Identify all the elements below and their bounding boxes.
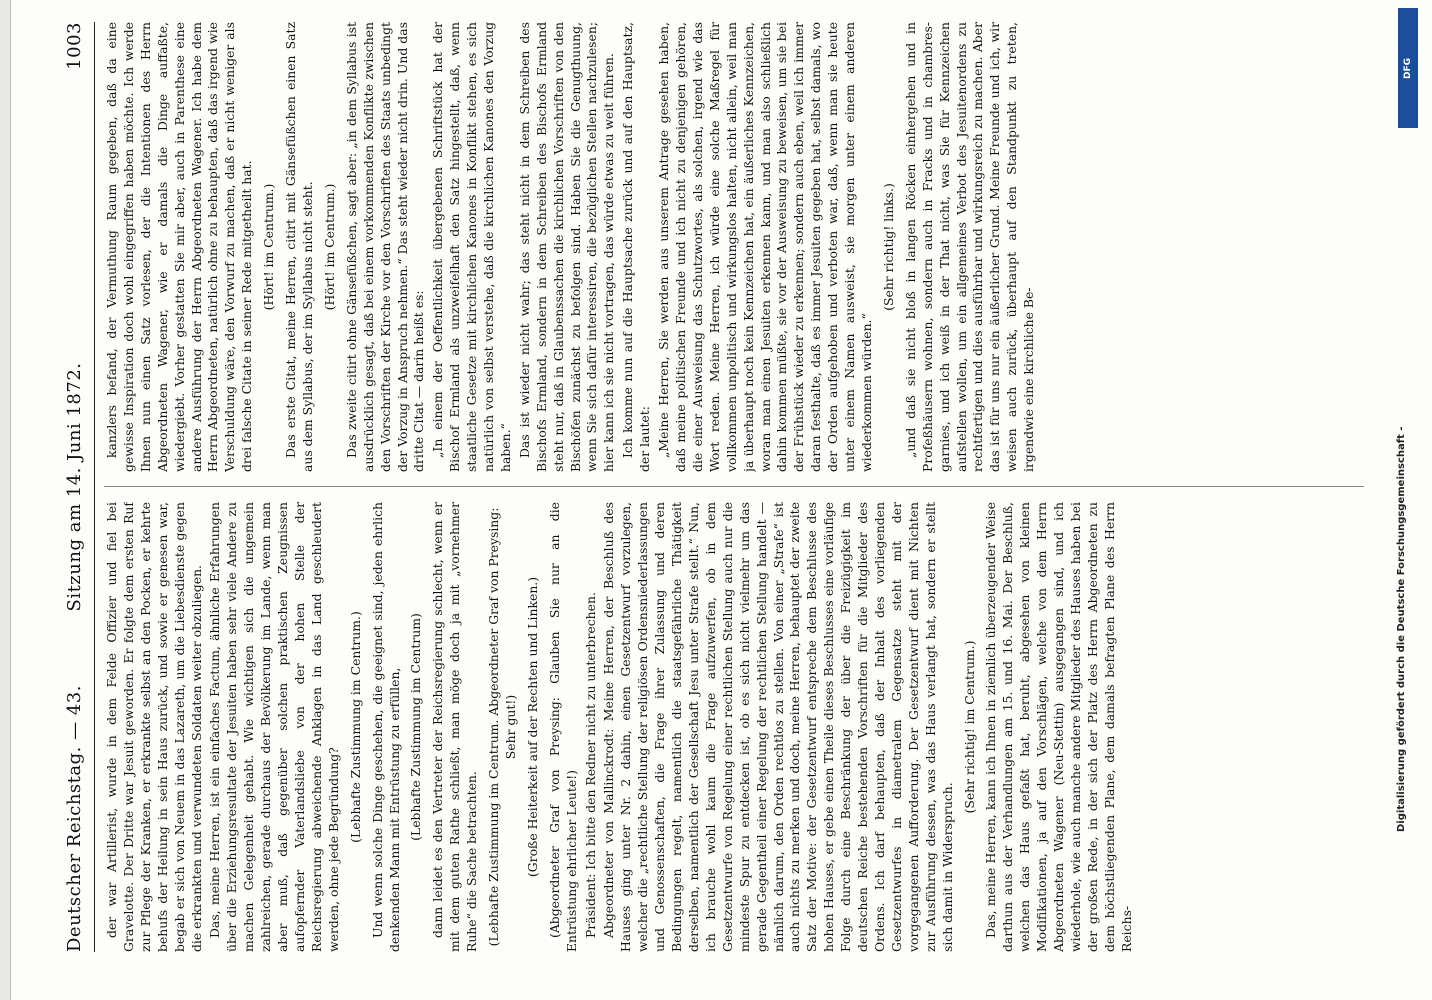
- speech-paragraph: Und wenn solche Dinge geschehen, die geeignet sind, jeden ehrlich denkenden Mann mit Entrüstung zu erfüllen,: [369, 502, 402, 952]
- speech-paragraph: Das, meine Herren, kann ich Ihnen in ziemlich überzeugender Weise darthun aus der Verhandlungen am 15. und 16. Mai. Der Beschluß, welchen das Haus gefaßt hat, beruht, abgesehen von kleinen Modifikationen, ja auf den Vorschlägen, welche von dem Herrn Abgeordneten Wagener (Neu-Stettin) ausgegangen sind, und ich wiederhole, wie auch manche andere Mitglieder des Hauses haben bei der großen Rede, in der sich der Platz des Herrn Abgeordneten zu dem höchstliegenden Plane, dem damals befragten Plane des Herrn Reichs-: [983, 502, 1134, 952]
- speech-paragraph: (Abgeordneter Graf von Preysing: Glauben Sie nur an die Entrüstung ehrlicher Leute!): [546, 502, 579, 952]
- text-columns: [104, 22, 1364, 952]
- digitization-credit: Digitalisierung gefördert durch die Deutsche Forschungsgemeinschaft -: [1396, 426, 1407, 832]
- speech-paragraph: „In einem der Oeffentlichkeit übergebenen Schriftstück hat der Bischof Ermland als unzweifelhaft den Satz hingestellt, daß, wenn staatliche Gesetze mit kirchlichen Kanones in Konflikt stehen, es sich natürlich von selbst verstehe, daß die kirchlichen Kanones den Vorzug haben.“: [430, 22, 513, 472]
- parliament-interjection: (Sehr richtig! im Centrum.): [961, 640, 977, 814]
- parliament-interjection: (Lebhafte Zustimmung im Centrum. Abgeordneter Graf von Preysing: Sehr gut!): [486, 507, 518, 947]
- speech-paragraph: Ich komme nun auf die Hauptsache zurück und auf den Hauptsatz, der lautet:: [620, 22, 653, 472]
- parliament-interjection: (Hört! im Centrum.): [261, 183, 277, 311]
- speech-paragraph: Das zweite citirt ohne Gänsefüßchen, sagt aber: „in dem Syllabus ist ausdrücklich gesagt, daß bei einem vorkommenden Konflikte zwischen den Vorschriften der Kirche vor den Vorschriften des Staats unbedingt der Vorzug in Anspruch nehmen.“ Das steht wieder nicht drin. Und das dritte Citat — darin heißt es:: [343, 22, 427, 472]
- header-page-number: 1003: [64, 22, 85, 70]
- speech-paragraph: Präsident: Ich bitte den Redner nicht zu unterbrechen.: [582, 592, 598, 938]
- header-left-title: Deutscher Reichstag. — 43.: [64, 685, 85, 952]
- digitization-sidebar: [1394, 0, 1428, 1000]
- speech-paragraph: der war Artillerist, wurde in dem Felde Offizier und fiel bei Gravelotte. Der Dritte war Jesuit geworden. Er folgte dem ersten Ruf zur Pflege der Kranken, er erkrankte selbst an den Pocken, er kehrte behufs der Heilung in sein Haus zurück, und sowie er genesen war, begab er sich von Neuem in das Lazareth, um die Liebesdienste gegen die erkrankten und verwundeten Soldaten weiter obzuliegen.: [104, 502, 204, 952]
- column-divider: [104, 486, 1364, 487]
- header-session-date: Sitzung am 14. Juni 1872.: [64, 362, 85, 612]
- header-rule: [94, 22, 95, 952]
- speech-paragraph: „Meine Herren, Sie werden aus unserem Antrage gesehen haben, daß meine politischen Freunde und ich nicht zu denjenigen gehören, die einer Ausweisung das Schutzwortes, als solchen, irgend wie das Wort reden. Meine Herren, ich würde eine solche Maßregel für vollkommen unpolitisch und wirkungslos halten, nicht allein, weil man ja überhaupt noch kein Kennzeichen hat, ein äußerliches Kennzeichen, woran man einen Jesuiten erkennen kann, und man also schließlich dahin kommen müßte, sie vor der Ausweisung zu beweisen, um sie bei der Frühstück wieder zu erkennen; sondern auch eben, weil ich immer daran festhalte, daß es immer Jesuiten gegeben hat, selbst damals, wo der Orden aufgehoben und verboten war, daß, wenn man sie heute unter einem Namen ausweist, sie morgen unter einem anderen wiederkommen würden.“: [656, 22, 874, 472]
- parliament-interjection: (Sehr richtig! links.): [880, 183, 896, 311]
- parliament-interjection: (Große Heiterkeit auf der Rechten und Linken.): [524, 576, 540, 878]
- speech-paragraph: kanzlers befand, der Vermuthung Raum gegeben, daß da eine gewisse Inspiration doch wohl eingegriffen haben möchte. Ich werde Ihnen nun einen Satz vorlesen, der die Intentionen des Herrn Abgeordneten Wagener, wie er damals die Dinge auffaßte, wiedergiebt. Vorher gestatten Sie mir aber, auch in Parenthese eine andere Ausführung der Herrn Abgeordneten Wagener. Ich habe dem Herrn Abgeordneten, natürlich ohne zu behaupten, daß das irgend wie Verschuldung wäre, den Vorwurf zu machen, daß er nicht weniger als drei falsche Citate in seiner Rede mitgetheilt hat.: [104, 22, 255, 472]
- right-text-column: [104, 22, 1364, 472]
- speech-paragraph: dann leidet es den Vertreter der Reichsregierung schlecht, wenn er mit dem guten Rathe schließt, man möge doch ja mit „vornehmer Ruhe“ die Sache betrachten.: [430, 502, 480, 952]
- left-text-column: [104, 502, 1364, 952]
- parliament-interjection: (Hört! im Centrum.): [321, 183, 337, 311]
- parliament-interjection: (Lebhafte Zustimmung im Centrum.): [347, 611, 363, 843]
- speech-paragraph: Abgeordneter von Mallinckrodt: Meine Herren, der Beschluß des Hauses ging unter Nr. 2 dahin, einen Gesetzentwurf vorzulegen, welcher die „rechtliche Stellung der religiösen Ordensniederlassungen und Genossenschaften, die Frage ihrer Zulassung und deren Bedingungen regelt, namentlich die staatsgefährliche Thätigkeit derselben, namentlich der Gesellschaft Jesu unter Strafe stellt.“ Nun, ich brauche wohl kaum die Frage aufzuwerfen, ob in dem Gesetzentwurfe von Regelung einer rechtlichen Stellung auch nur die mindeste Spur zu entdecken ist, ob es sich nicht vielmehr um das gerade Gegentheil einer Regelung der rechtlichen Stellung handelt — nämlich darum, den Orden rechtlos zu stellen. Von einer „Strafe“ ist auch nichts zu merken und doch, meine Herren, behauptet der zweite Satz der Motive: der Gesetzentwurf entspreche dem Beschlusse des hohen Hauses, er gebe einen Theile dieses Beschlusses eine vorläufige Folge durch eine Beschränkung der über die Freizügigkeit im deutschen Reiche bestehenden Vorschriften für die Mitglieder des Ordens. Ich darf behaupten, daß der Inhalt des vorliegenden Gesetzentwurfes in diametralem Gegensatze steht mit der vorgegangenen Aufforderung. Der Gesetzentwurf dient mit Nichten zur Ausführung dessen, was das Haus verlangt hat, sondern er stellt sich damit in Widerspruch.: [601, 502, 955, 952]
- speech-paragraph: Das, meine Herren, ist ein einfaches Factum, ähnliche Erfahrungen über die Erziehungsresultate der Jesuiten haben sehr viele Andere zu machen Gelegenheit gehabt. Wie wichtigen sich die ungemein zahlreichen, gerade durchaus der Bevölkerung im Lande, wenn man aber muß, daß gegenüber solchen praktischen Zeugnissen aufopfernder Vaterlandsliebe von der hohen Stelle der Reichsregierung abweichende Anklagen in das Land geschleudert werden, ohne jede Begründung?: [207, 502, 341, 952]
- parliament-interjection: (Lebhafte Zustimmung im Centrum): [408, 613, 424, 841]
- speech-paragraph: Das ist wieder nicht wahr; das steht nicht in dem Schreiben des Bischofs Ermland, sondern in dem Schreiben des Bischofs Ermland steht nur, daß in Glaubenssachen die kirchlichen Vorschriften von den Bischöfen zunächst zu befolgen sind. Haben Sie die Genugthuung, wenn Sie sich dafür interessiren, die bezüglichen Stellen nachzulesen; hier kann ich sie nicht vortragen, das würde etwas zu weit führen.: [516, 22, 617, 472]
- page-header: [64, 22, 90, 952]
- speech-paragraph: „und daß sie nicht bloß in langen Röcken einhergehen und in Profeßhäusern wohnen, sondern auch in Fracks und in chambres-garnies, und ich weiß in der That nicht, was Sie für Kennzeichen aufstellen wollen, um ein allgemeines Verbot des Jesuitenordens zu rechtfertigen und dies ausführbar und wirkungsreich zu machen. Aber das ist für uns nur ein äußerlicher Grund. Meine Freunde und ich, wir weisen auch zurück, überhaupt auf den Standpunkt zu treten, irgendwie eine kirchliche Be-: [902, 22, 1037, 472]
- speech-paragraph: Das erste Citat, meine Herren, citirt mit Gänsefüßchen einen Satz aus dem Syllabus, der im Syllabus nicht steht.: [283, 22, 315, 472]
- dfg-logo: DFG: [1398, 8, 1418, 128]
